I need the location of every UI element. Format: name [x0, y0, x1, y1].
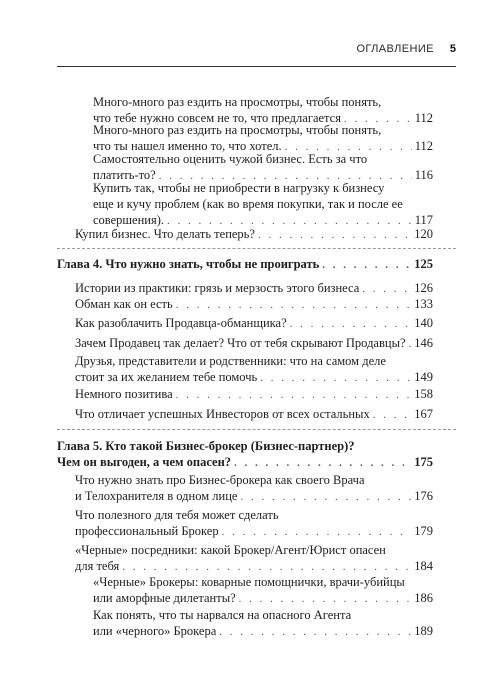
- toc-page-number: 133: [414, 297, 433, 311]
- toc-entry-text: Зачем Продавец так делает? Что от тебя скрывают Продавцы?: [75, 336, 406, 350]
- toc-entry: [93, 180, 433, 229]
- toc-entry-text: Купить так, чтобы не приобрести в нагрузку к бизнесу: [93, 181, 385, 195]
- toc-entry-text: профессиональный Брокер: [75, 524, 219, 538]
- toc-page-number: 120: [414, 227, 433, 241]
- toc-entry: [93, 574, 433, 607]
- toc-page-number: 112: [414, 111, 433, 125]
- toc-entry-text: для тебя: [75, 559, 120, 573]
- leader-dots: [234, 455, 411, 471]
- toc-entry-text: Что нужно знать про Бизнес-брокера как своего Врача: [75, 473, 365, 487]
- chapter-heading: [57, 256, 433, 273]
- toc-entry-text: что ты нашел именно то, что хотел.: [93, 139, 282, 153]
- leader-dots: [362, 281, 411, 297]
- toc-entry-text: Как разоблачить Продавца-обманщика?: [75, 316, 287, 330]
- toc-entry-text: Что отличает успешных Инвесторов от всех остальных: [75, 407, 370, 421]
- toc-entry-text: Обман как он есть: [75, 297, 173, 311]
- toc-entry: [75, 335, 433, 352]
- toc-entry-text: или аморфные дилетанты?: [93, 591, 236, 605]
- toc-entry-text: Друзья, представители и родственники: что на самом деле: [75, 354, 386, 368]
- toc-entry-text: Глава 5. Кто такой Бизнес-брокер (Бизнес-партнер)?: [57, 439, 355, 453]
- toc-entry: [75, 296, 433, 313]
- toc-entry-text: еще и кучу проблем (как во время покупки, так и после ее: [93, 197, 403, 211]
- running-title: ОГЛАВЛЕНИЕ: [356, 43, 434, 55]
- toc-entry-text: платить-то?: [93, 168, 156, 182]
- leader-dots: [222, 524, 412, 540]
- toc-page-number: 179: [414, 524, 433, 538]
- toc-page-number: 149: [414, 370, 433, 384]
- chapter-heading: [57, 438, 433, 471]
- toc-entry: [93, 607, 433, 640]
- toc-page-number: 146: [414, 336, 433, 350]
- toc-entry-text: Чем он выгоден, а чем опасен?: [57, 455, 232, 469]
- leader-dots: [176, 297, 412, 313]
- toc-entry: [75, 226, 433, 243]
- leader-dots: [260, 370, 411, 386]
- toc-entry-text: что тебе нужно совсем не то, что предлагается: [93, 111, 341, 125]
- toc-page-number: 189: [414, 624, 433, 638]
- toc-entry-text: «Черные» посредники: какой Брокер/Агент/Юрист опасен: [75, 543, 386, 557]
- page-number: 5: [449, 43, 456, 55]
- toc-entry-text: Как понять, что ты нарвался на опасного Агента: [93, 608, 352, 622]
- toc-page-number: 116: [414, 168, 433, 182]
- toc-entry: [75, 507, 433, 540]
- leader-dots: [240, 489, 411, 505]
- toc-entry-text: Много-много раз ездить на просмотры, чтобы понять,: [93, 123, 382, 137]
- toc-entry-text: или «черного» Брокера: [93, 624, 217, 638]
- toc-entry-text: Купил бизнес. Что делать теперь?: [75, 227, 255, 241]
- toc-entry-text: Немного позитива: [75, 387, 173, 401]
- toc-entry-text: Что полезного для тебя может сделать: [75, 508, 279, 522]
- toc-entry: [75, 386, 433, 403]
- toc-entry-text: стоит за их желанием тебе помочь: [75, 370, 258, 384]
- toc-entry-text: совершения).: [93, 213, 165, 227]
- toc-page-number: 112: [414, 139, 433, 153]
- toc-entry-text: и Телохранителя в одном лице: [75, 489, 238, 503]
- toc-entry: [75, 542, 433, 575]
- toc-entry: [75, 280, 433, 297]
- toc-page-number: 186: [414, 591, 433, 605]
- leader-dots: [409, 336, 412, 352]
- section-divider: [57, 248, 456, 249]
- toc-entry-text: Истории из практики: грязь и мерзость этого бизнеса: [75, 281, 360, 295]
- leader-dots: [258, 227, 411, 243]
- leader-dots: [239, 591, 412, 607]
- leader-dots: [373, 407, 412, 423]
- toc-page-number: 117: [414, 213, 433, 227]
- toc-entry-text: Много-много раз ездить на просмотры, чтобы понять,: [93, 95, 382, 109]
- leader-dots: [290, 316, 412, 332]
- toc-page-number: 158: [414, 387, 433, 401]
- toc-entry: [75, 353, 433, 386]
- leader-dots: [122, 559, 411, 575]
- toc-page-number: 167: [414, 407, 433, 421]
- header-rule: [57, 66, 456, 67]
- leader-dots: [322, 257, 411, 273]
- toc-page-number: 126: [414, 281, 433, 295]
- page-header: [300, 43, 456, 55]
- toc-entry: [75, 406, 433, 423]
- section-divider: [57, 429, 456, 430]
- toc-entry-text: Самостоятельно оценить чужой бизнес. Есть за что: [93, 152, 368, 166]
- toc-page-number: 125: [414, 257, 433, 271]
- leader-dots: [176, 387, 412, 403]
- toc-entry-text: Глава 4. Что нужно знать, чтобы не проиграть: [57, 257, 320, 271]
- toc-entry-text: «Черные» Брокеры: коварные помощнички, врачи-убийцы: [93, 575, 405, 589]
- toc-page-number: 176: [414, 489, 433, 503]
- toc-page-number: 175: [414, 455, 433, 469]
- toc-page-number: 184: [414, 559, 433, 573]
- toc-entry: [75, 315, 433, 332]
- toc-page-number: 140: [414, 316, 433, 330]
- toc-entry: [75, 472, 433, 505]
- leader-dots: [219, 624, 411, 640]
